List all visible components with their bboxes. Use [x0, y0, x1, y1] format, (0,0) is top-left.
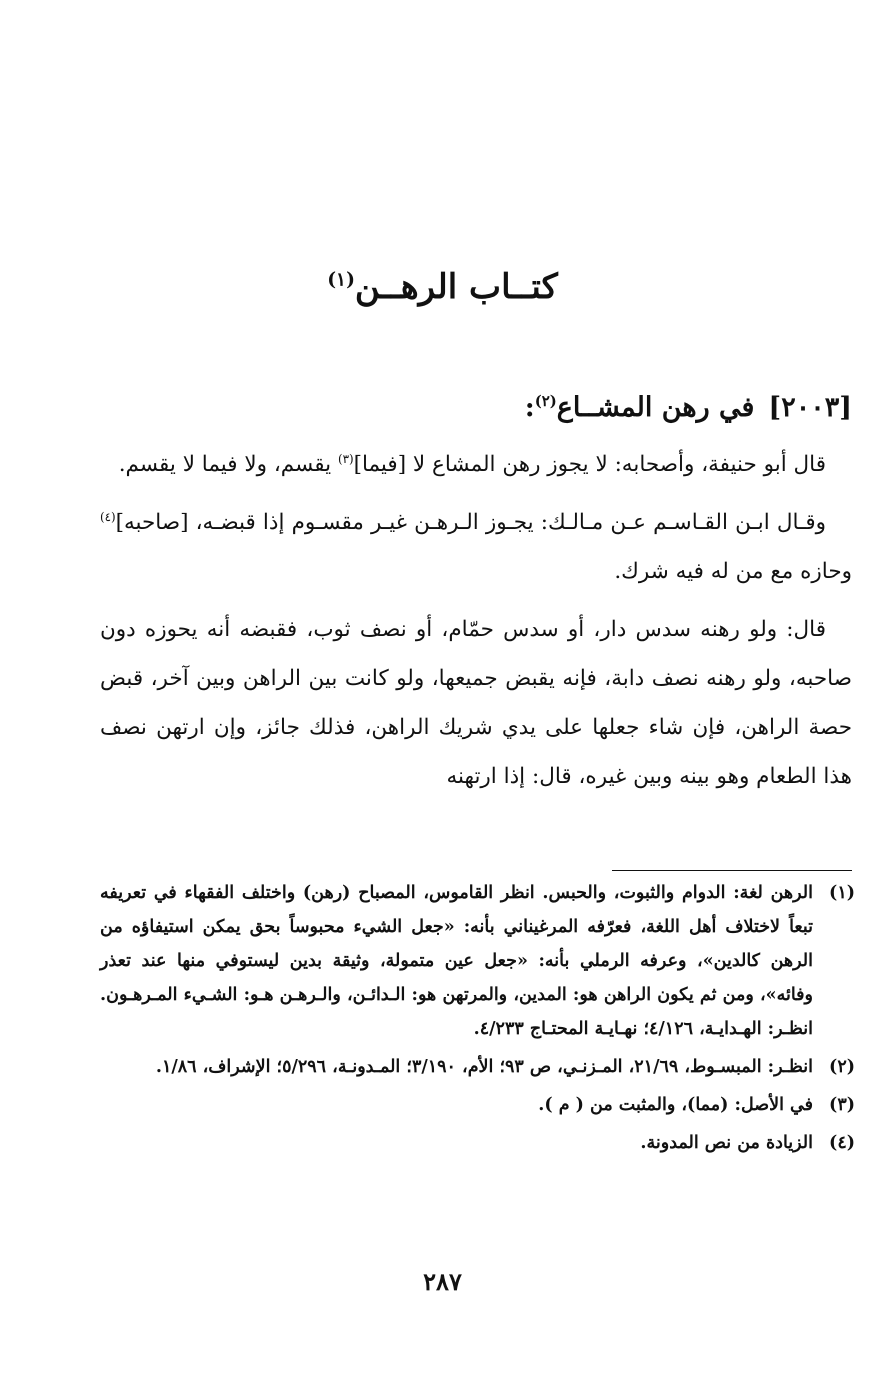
footnote-item: [100, 1088, 855, 1122]
paragraph-text: قال: ولو رهنه سدس دار، أو سدس حمّام، أو نصف ثوب، فقبضه أنه يحوزه دون صاحبه، ولو رهنه نصف دابة، فإنه يقبض جميعها، ولو كانت بين الراهن وبين آخر، قبض حصة الراهن، فإن شاء جعلها على يدي شريك الراهن، فذلك جائز، وإن ارتهن نصف هذا الطعام وهو بينه وبين غيره، قال: إذا ارتهنه: [100, 617, 852, 789]
footnotes: [100, 876, 855, 1164]
footnote-number: (٢): [829, 1057, 855, 1077]
section-footnote-ref[interactable]: (٢): [534, 392, 557, 410]
section-number: [٢٠٠٣]: [768, 392, 852, 423]
footnote-text: في الأصل: (مما)، والمثبت من ( م ).: [538, 1095, 813, 1115]
section-title: في رهن المشــاع: [556, 392, 755, 423]
chapter-title-text: كتــاب الرهــن: [354, 267, 558, 307]
paragraph-text: وحازه مع من له فيه شرك.: [614, 559, 852, 584]
chapter-title: [0, 262, 885, 312]
footnote-number: (٤): [829, 1133, 855, 1153]
footnote-number: (٣): [829, 1095, 855, 1115]
section-colon: :: [524, 392, 535, 423]
footnote-text: الزيادة من نص المدونة.: [640, 1133, 813, 1153]
footnote-text: انظـر: المبسـوط، ٢١/٦٩، المـزنـي، ص ٩٣؛ الأم، ٣/١٩٠؛ المـدونـة، ٥/٢٩٦؛ الإشراف، ١/٨٦.: [155, 1057, 813, 1077]
paragraph-text: قال أبو حنيفة، وأصحابه: لا يجوز رهن المشاع لا [فيما]: [353, 452, 826, 477]
paragraph-text: وقـال ابـن القـاسـم عـن مـالـك: يجـوز الـرهـن غيـر مقسـوم إذا قبضـه، [صاحبه]: [115, 510, 826, 535]
footnote-text: الرهن لغة: الدوام والثبوت، والحبس. انظر القاموس، المصباح (رهن) واختلف الفقهاء في تعريفه تبعاً لاختلاف أهل اللغة، فعرّفه المرغيناني بأنه: «جعل الشيء محبوساً بحق يمكن استيفاؤه من الرهن كالدين»، وعرفه الرملي بأنه: «جعل عين متمولة، وثيقة بدين ليستوفي منها عند تعذر وفائه»، ومن ثم يكون الراهن هو: المدين، والمرتهن هو: الـدائـن، والـرهـن هـو: الشـيء المـرهـون. انظـر: الهـدايـة، ٤/١٢٦؛ نهـايـة المحتـاج ٤/٢٣٣.: [100, 883, 813, 1039]
body-text: [100, 440, 852, 810]
footnote-ref-4[interactable]: (٤): [100, 509, 116, 524]
paragraph-text: يقسم، ولا فيما لا يقسم.: [118, 452, 338, 477]
footnote-item: [100, 1126, 855, 1160]
page-number: ٢٨٧: [423, 1267, 462, 1296]
footnote-divider: [612, 870, 852, 871]
footnote-ref-3[interactable]: (٣): [337, 451, 354, 466]
section-heading: [100, 386, 852, 430]
footnote-number: (١): [829, 883, 855, 903]
paragraph-1: [100, 440, 852, 489]
paragraph-3: [100, 605, 852, 801]
footnote-item: [100, 876, 855, 1046]
chapter-footnote-ref[interactable]: (١): [327, 268, 355, 291]
paragraph-2: [100, 498, 852, 596]
footnote-item: [100, 1050, 855, 1084]
